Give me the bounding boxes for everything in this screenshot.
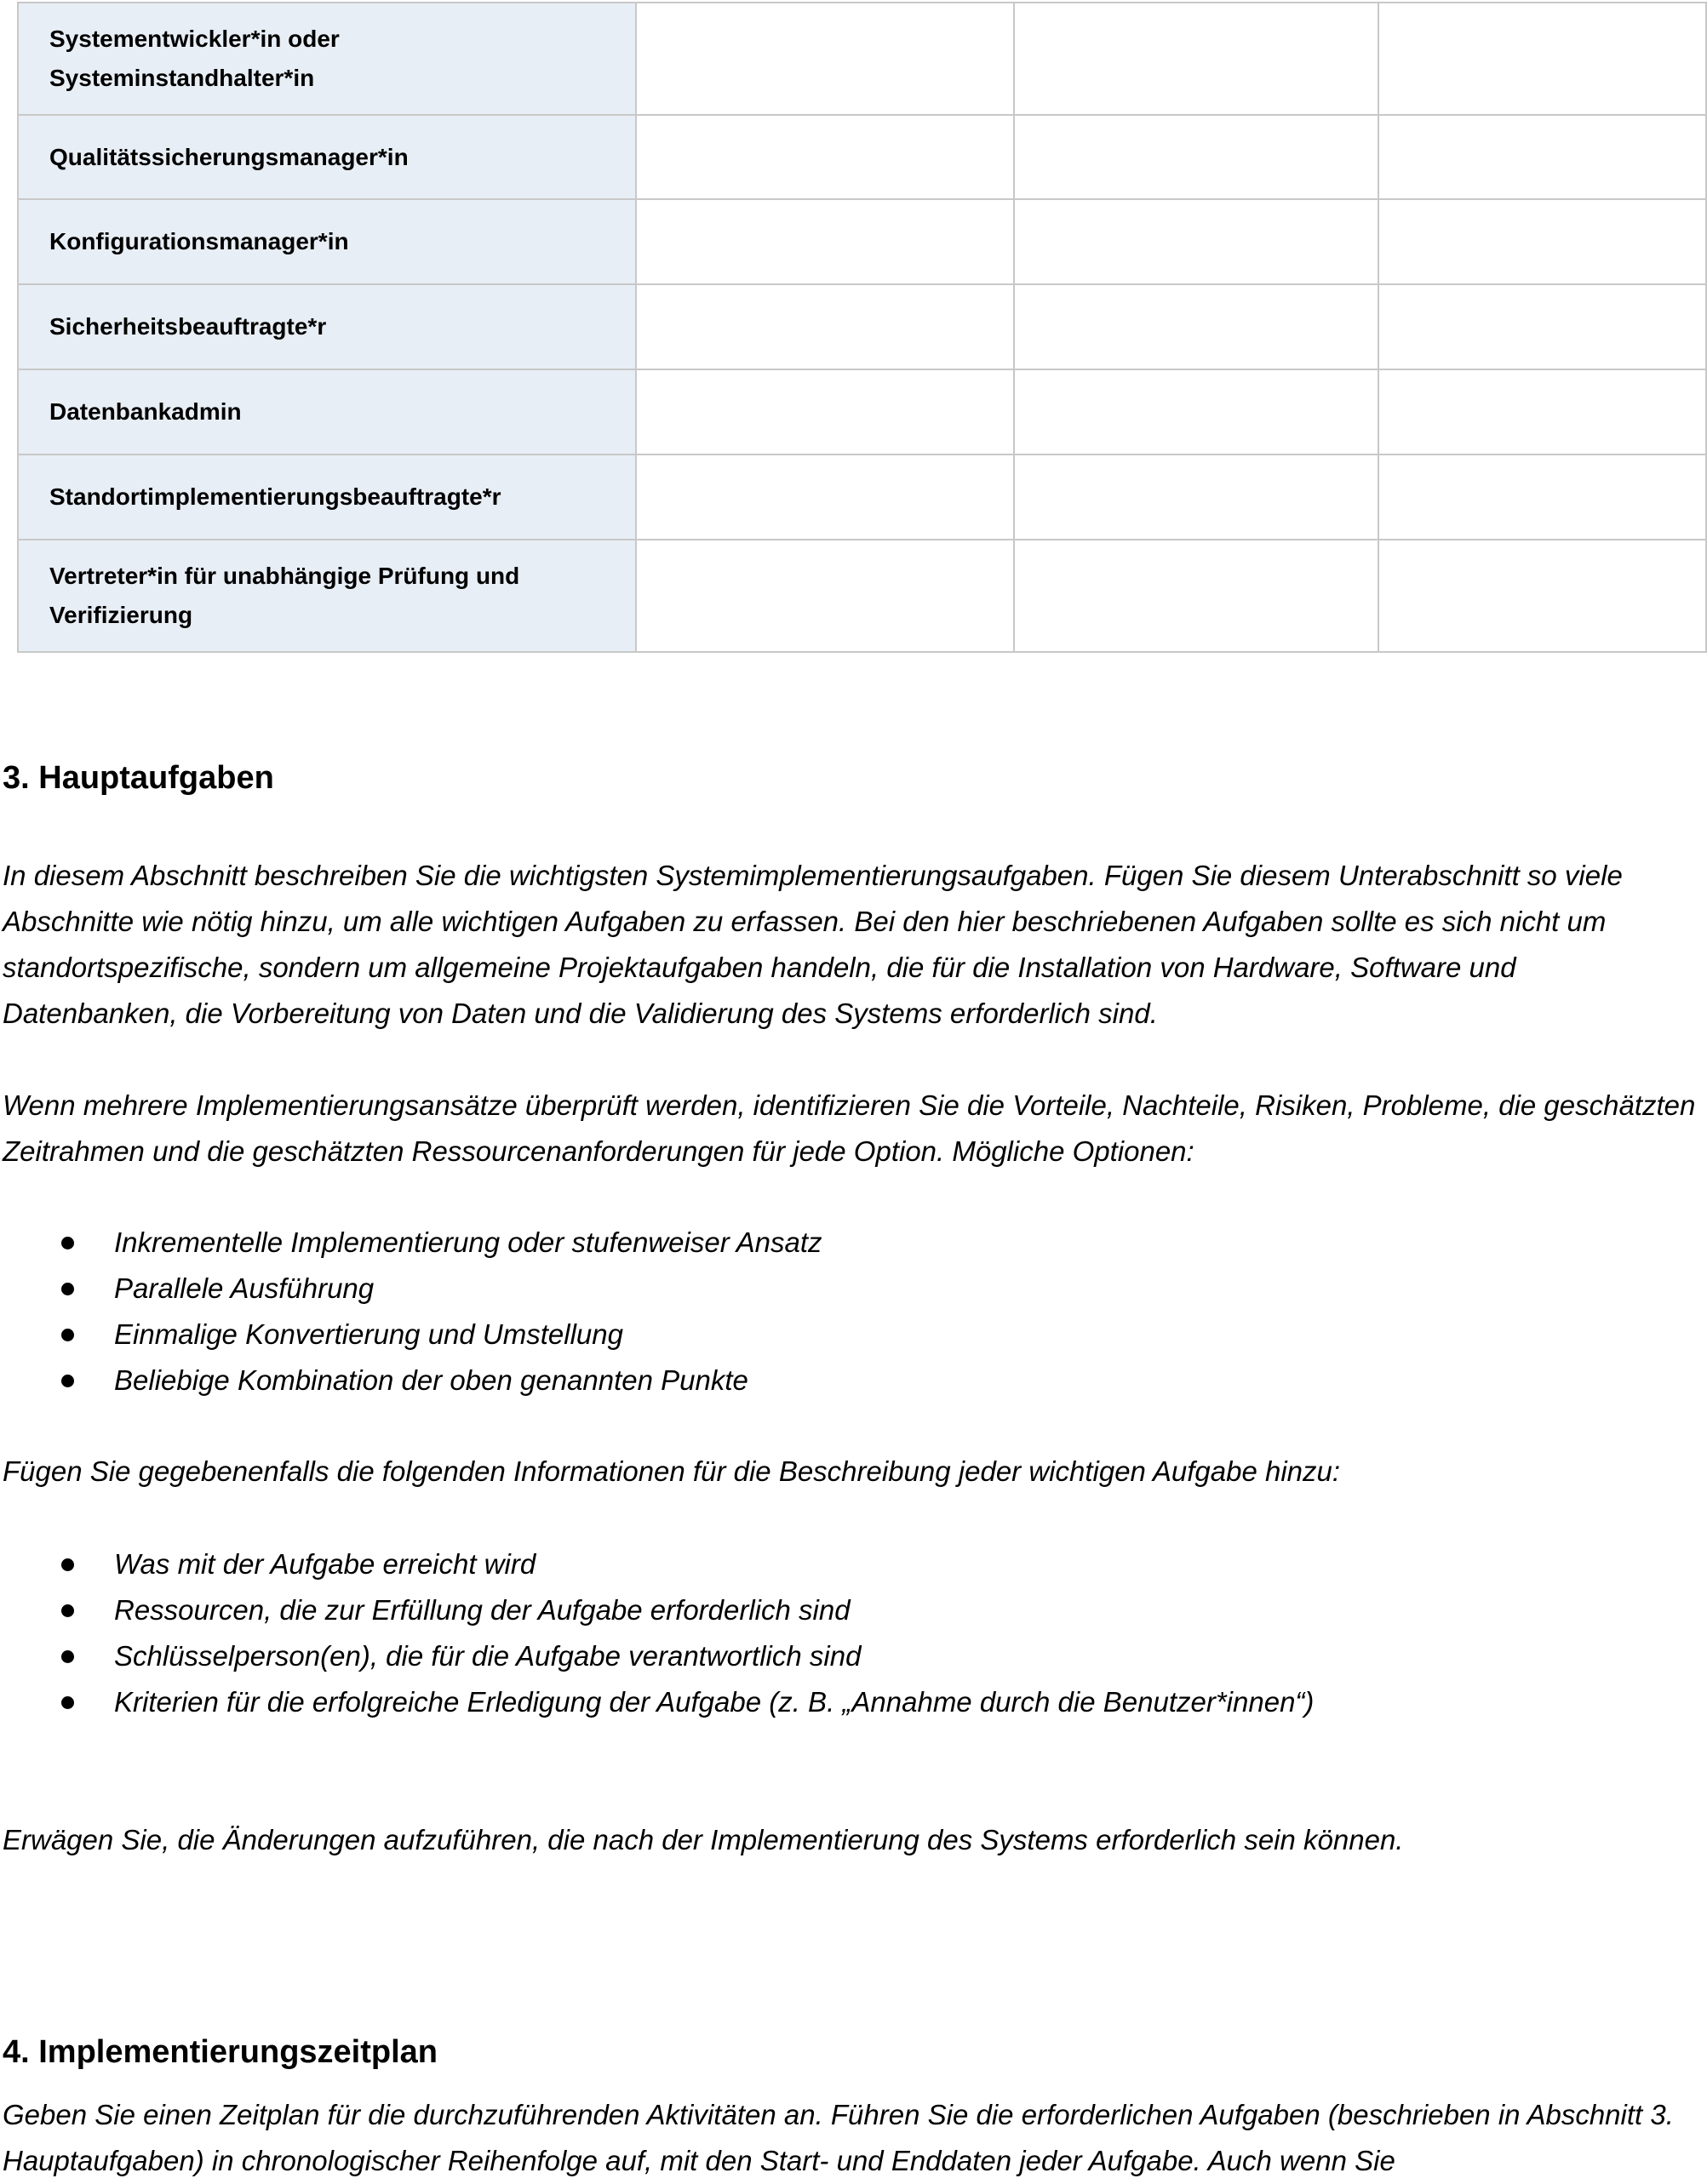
role-label: Konfigurationsmanager*in: [49, 228, 349, 254]
bullet-icon: [61, 1237, 74, 1249]
table-row: [18, 369, 1706, 455]
post-implementation-paragraph: Erwägen Sie, die Änderungen aufzuführen, die nach der Implementierung des Systems erforderlich sein können.: [3, 1824, 1404, 1855]
list-item: [0, 1220, 822, 1266]
roles-table: [17, 2, 1707, 653]
role-cell: [18, 540, 636, 652]
list-item: [0, 1541, 1314, 1587]
empty-cell[interactable]: [1378, 369, 1706, 455]
task-info-paragraph: Fügen Sie gegebenenfalls die folgenden Informationen für die Beschreibung jeder wichtigen Aufgabe hinzu:: [3, 1455, 1341, 1487]
option-text: Einmalige Konvertierung und Umstellung: [114, 1318, 623, 1350]
bullet-icon: [61, 1375, 74, 1387]
empty-cell[interactable]: [636, 455, 1014, 540]
info-text: Was mit der Aufgabe erreicht wird: [114, 1548, 536, 1580]
list-item: [0, 1312, 822, 1358]
table-row: [18, 199, 1706, 284]
role-cell: [18, 3, 636, 115]
empty-cell[interactable]: [1378, 3, 1706, 115]
role-label: Standortimplementierungsbeauftragte*r: [49, 483, 501, 510]
bullet-icon: [61, 1650, 74, 1663]
role-cell: [18, 455, 636, 540]
table-row: [18, 115, 1706, 199]
empty-cell[interactable]: [636, 284, 1014, 369]
bullet-icon: [61, 1329, 74, 1341]
info-text: Schlüsselperson(en), die für die Aufgabe verantwortlich sind: [114, 1640, 862, 1672]
empty-cell[interactable]: [1014, 284, 1378, 369]
table-row: [18, 540, 1706, 652]
empty-cell[interactable]: [1378, 284, 1706, 369]
empty-cell[interactable]: [1014, 455, 1378, 540]
table-row: [18, 284, 1706, 369]
role-cell: [18, 199, 636, 284]
section-3-intro-paragraph: In diesem Abschnitt beschreiben Sie die wichtigsten Systemimplementierungsaufgaben. Fügen Sie diesem Unterabschnitt so viele Abschnitte wie nötig hinzu, um alle wichtigen Aufgaben zu erfassen. Bei den hier beschriebenen Aufgaben sollte es sich nicht um standortspezifische, sondern um allgemeine Projektaufgaben handeln, die für die Installation von Hardware, Software und Datenbanken, die Vorbereitung von Daten und die Validierung des Systems erforderlich sind.: [3, 860, 1623, 1029]
section-4-heading: 4. Implementierungszeitplan: [3, 2034, 438, 2070]
info-text: Ressourcen, die zur Erfüllung der Aufgabe erforderlich sind: [114, 1594, 851, 1626]
option-text: Beliebige Kombination der oben genannten Punkte: [114, 1364, 748, 1396]
empty-cell[interactable]: [1378, 540, 1706, 652]
role-label: Datenbankadmin: [49, 398, 242, 425]
empty-cell[interactable]: [1378, 199, 1706, 284]
task-info-list: [0, 1541, 1314, 1725]
info-text: Kriterien für die erfolgreiche Erledigung der Aufgabe (z. B. „Annahme durch die Benutzer*innen“): [114, 1686, 1315, 1718]
table-row: [18, 455, 1706, 540]
implementation-approaches-paragraph: Wenn mehrere Implementierungsansätze überprüft werden, identifizieren Sie die Vorteile, Nachteile, Risiken, Probleme, die geschätzten Zeitrahmen und die geschätzten Ressourcenanforderungen für jede Option. Mögliche Optionen:: [3, 1089, 1696, 1167]
list-item: [0, 1358, 822, 1404]
role-cell: [18, 115, 636, 199]
bullet-icon: [61, 1283, 74, 1295]
bullet-icon: [61, 1558, 74, 1571]
empty-cell[interactable]: [636, 3, 1014, 115]
role-cell: [18, 369, 636, 455]
list-item: [0, 1266, 822, 1312]
empty-cell[interactable]: [1014, 115, 1378, 199]
empty-cell[interactable]: [1378, 455, 1706, 540]
section-3-heading: 3. Hauptaufgaben: [3, 760, 274, 796]
role-cell: [18, 284, 636, 369]
list-item: [0, 1679, 1314, 1725]
empty-cell[interactable]: [1014, 540, 1378, 652]
role-label: Qualitätssicherungsmanager*in: [49, 143, 409, 170]
schedule-paragraph: Geben Sie einen Zeitplan für die durchzuführenden Aktivitäten an. Führen Sie die erforderlichen Aufgaben (beschrieben in Abschnitt 3. Hauptaufgaben) in chronologischer Reihenfolge auf, mit den Start- und Enddaten jeder Aufgabe. Auch wenn Sie: [3, 2099, 1674, 2176]
table-row: [18, 3, 1706, 115]
empty-cell[interactable]: [636, 369, 1014, 455]
empty-cell[interactable]: [1014, 3, 1378, 115]
options-list: [0, 1220, 822, 1404]
empty-cell[interactable]: [1014, 199, 1378, 284]
list-item: [0, 1587, 1314, 1633]
option-text: Parallele Ausführung: [114, 1272, 375, 1304]
empty-cell[interactable]: [1014, 369, 1378, 455]
empty-cell[interactable]: [636, 540, 1014, 652]
empty-cell[interactable]: [636, 115, 1014, 199]
bullet-icon: [61, 1696, 74, 1709]
empty-cell[interactable]: [1378, 115, 1706, 199]
empty-cell[interactable]: [636, 199, 1014, 284]
option-text: Inkrementelle Implementierung oder stufenweiser Ansatz: [114, 1226, 822, 1258]
role-label: Systementwickler*in oder Systeminstandhalter*in: [49, 26, 340, 91]
list-item: [0, 1633, 1314, 1679]
role-label: Sicherheitsbeauftragte*r: [49, 313, 327, 340]
role-label: Vertreter*in für unabhängige Prüfung und Verifizierung: [49, 563, 520, 628]
bullet-icon: [61, 1604, 74, 1617]
